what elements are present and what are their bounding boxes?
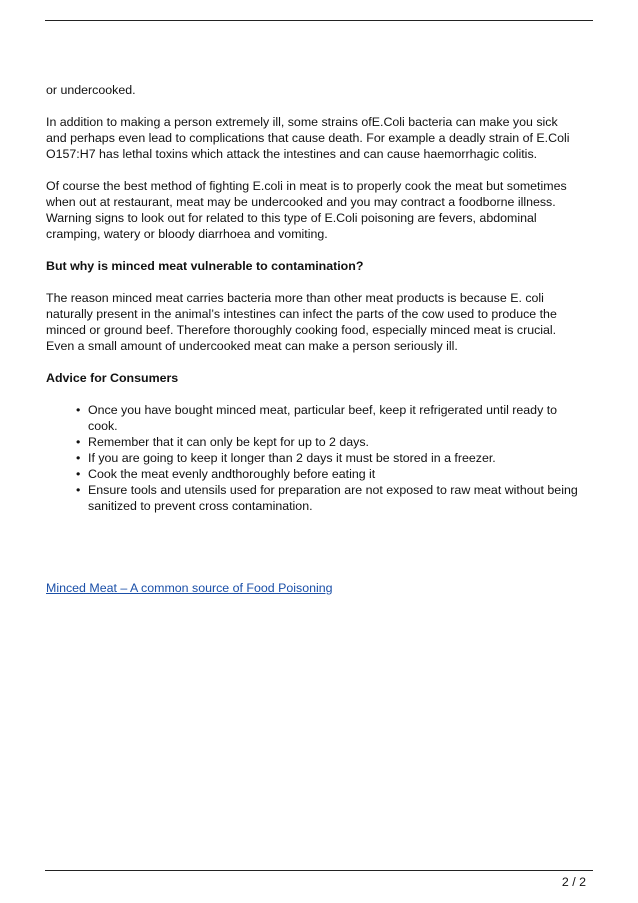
- advice-text: Once you have bought minced meat, particular beef, keep it refrigerated until ready to cook.: [88, 403, 558, 433]
- list-item: [76, 402, 581, 434]
- bullet-icon: •: [76, 435, 81, 449]
- footer-rule: [45, 870, 593, 871]
- bullet-icon: •: [76, 467, 81, 481]
- advice-text: Remember that it can only be kept for up to 2 days.: [88, 435, 370, 449]
- advice-text: Ensure tools and utensils used for preparation are not exposed to raw meat without being sanitized to prevent cross contamination.: [88, 483, 578, 513]
- list-item: [76, 450, 581, 466]
- paragraph-contamination-reason: The reason minced meat carries bacteria more than other meat products is because E. coli naturally present in the animal’s intestines can infect the parts of the cow used to produce the minced or ground beef. Therefore thoroughly cooking food, especially minced meat is crucial. Even a small amount of undercooked meat can make a person seriously ill.: [46, 291, 557, 353]
- paragraph-cooking-method: Of course the best method of fighting E.coli in meat is to properly cook the meat but sometimes when out at restaurant, meat may be undercooked and you may contract a foodborne illness. Warning signs to look out for related to this type of E.Coli poisoning are fevers, abdominal cramping, watery or bloody diarrhoea and vomiting.: [46, 179, 567, 241]
- advice-text: Cook the meat evenly andthoroughly before eating it: [88, 467, 376, 481]
- list-item: [76, 434, 581, 450]
- list-item: [76, 482, 581, 514]
- bullet-icon: •: [76, 403, 81, 417]
- paragraph-ecoli-strains: In addition to making a person extremely ill, some strains ofE.Coli bacteria can make you sick and perhaps even lead to complications that cause death. For example a deadly strain of E.Coli O157:H7 has lethal toxins which attack the intestines and can cause haemorrhagic colitis.: [46, 115, 570, 161]
- paragraph-continuation: or undercooked.: [46, 83, 136, 97]
- bullet-icon: •: [76, 483, 81, 497]
- source-link[interactable]: Minced Meat – A common source of Food Poisoning: [46, 581, 333, 595]
- advice-text: If you are going to keep it longer than 2 days it must be stored in a freezer.: [88, 451, 496, 465]
- header-rule: [45, 20, 593, 21]
- list-item: [76, 466, 581, 482]
- bullet-icon: •: [76, 451, 81, 465]
- page-number: 2 / 2: [561, 875, 586, 889]
- heading-contamination: But why is minced meat vulnerable to contamination?: [46, 259, 364, 273]
- advice-list: [46, 402, 581, 514]
- article-body: [46, 82, 581, 514]
- heading-advice: Advice for Consumers: [46, 371, 179, 385]
